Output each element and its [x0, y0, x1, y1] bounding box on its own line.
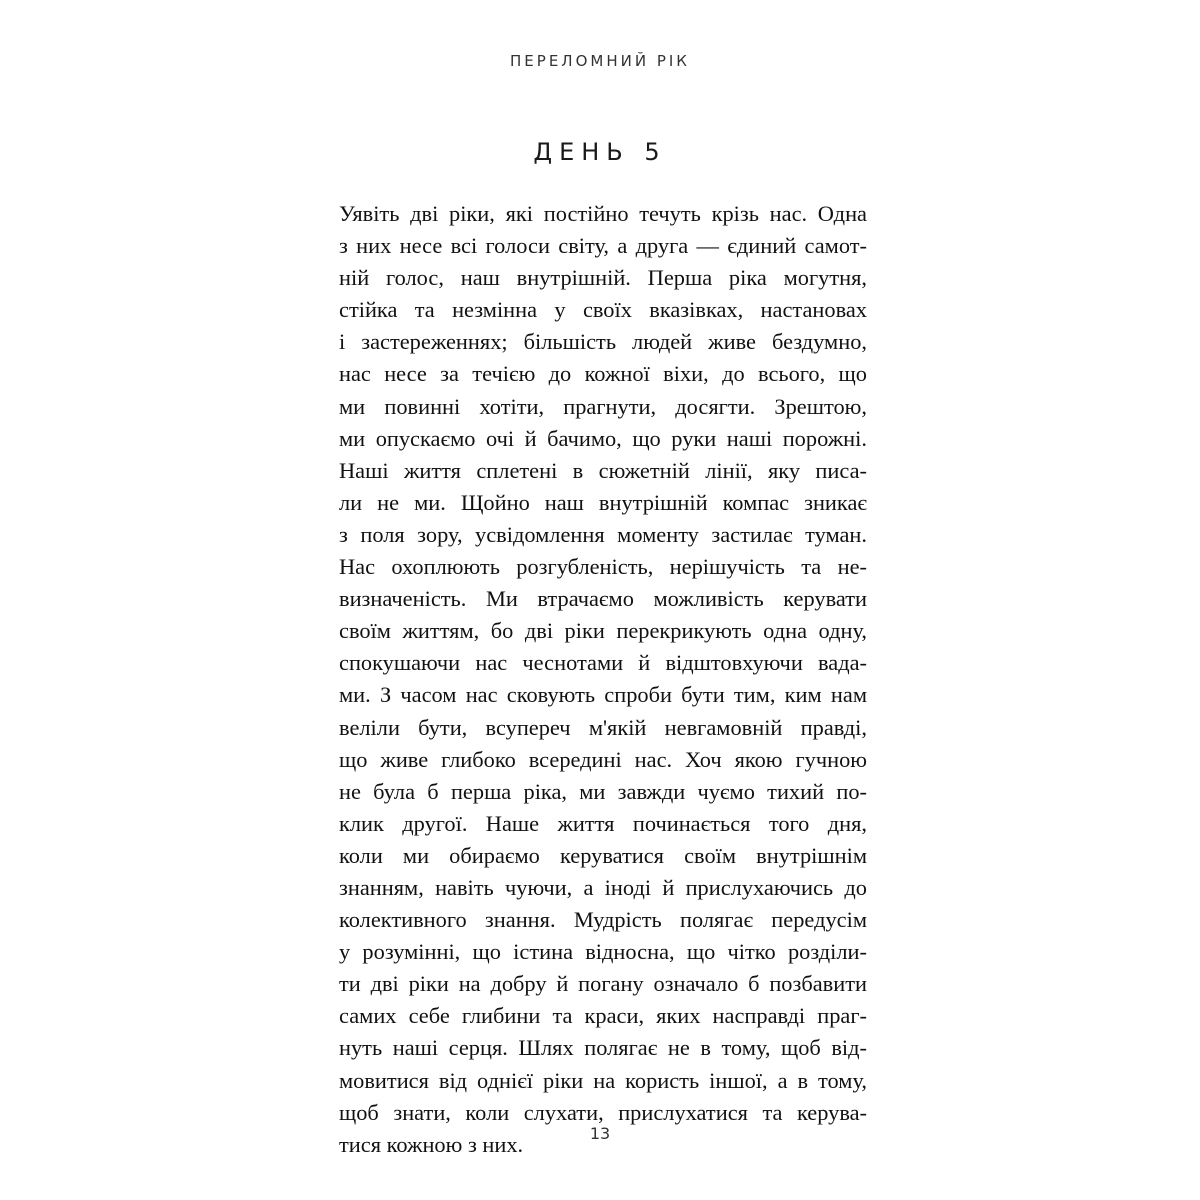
body-line: Нас охоплюють розгубленість, нерішучість та не-	[339, 554, 867, 580]
body-line: щоб знати, коли слухати, прислухатися та керува-	[339, 1099, 867, 1125]
body-line: Уявіть дві ріки, які постійно течуть крізь нас. Одна	[339, 201, 867, 226]
body-line: визначеність. Ми втрачаємо можливість керувати	[339, 586, 867, 612]
body-line: і застереженнях; більшість людей живе бездумно,	[339, 329, 867, 355]
body-line: Наші життя сплетені в сюжетній лінії, яку писа-	[339, 457, 867, 483]
body-line: стійка та незмінна у своїх вказівках, настановах	[339, 297, 867, 323]
body-line: ми повинні хотіти, прагнути, досягти. Зрештою,	[339, 393, 867, 419]
body-line: мовитися від однієї ріки на користь іншої, а в тому,	[339, 1067, 867, 1093]
body-line: коли ми обираємо керуватися своїм внутрішнім	[339, 842, 867, 868]
body-line: що живе глибоко всередині нас. Хоч якою гучною	[339, 746, 867, 772]
body-line: своїм життям, бо дві ріки перекрикують одна одну,	[339, 618, 867, 644]
body-line: у розумінні, що істина відносна, що чітко розділи-	[339, 939, 867, 965]
body-line: колективного знання. Мудрість полягає передусім	[339, 907, 867, 933]
body-line: ми опускаємо очі й бачимо, що руки наші порожні.	[339, 425, 867, 451]
body-line: самих себе глибини та краси, яких насправді праг-	[339, 1003, 867, 1029]
body-line: тися кожною з них.	[339, 1131, 524, 1157]
body-line: спокушаючи нас чеснотами й відштовхуючи вада-	[339, 650, 867, 676]
body-line: з них несе всі голоси світу, а друга — єдиний самот-	[339, 233, 867, 259]
body-line: знанням, навіть чуючи, а іноді й прислухаючись до	[339, 874, 867, 900]
body-line: ми. З часом нас сковують спроби бути тим, ким нам	[339, 682, 867, 708]
body-line: веліли бути, всупереч м'якій невгамовній правді,	[339, 714, 867, 740]
body-line: з поля зору, усвідомлення моменту застилає туман.	[339, 521, 867, 547]
body-text	[339, 198, 867, 1161]
body-line: нас несе за течією до кожної віхи, до всього, що	[339, 361, 867, 387]
body-line: ли не ми. Щойно наш внутрішній компас зникає	[339, 489, 867, 515]
body-line: не була б перша ріка, ми завжди чуємо тихий по-	[339, 778, 867, 804]
body-line: клик другої. Наше життя починається того дня,	[339, 810, 867, 836]
body-line: нуть наші серця. Шлях полягає не в тому, щоб від-	[339, 1035, 867, 1061]
running-header: ПЕРЕЛОМНИЙ РІК	[510, 52, 690, 70]
page-number: 13	[589, 1124, 611, 1143]
body-line: ній голос, наш внутрішній. Перша ріка могутня,	[339, 265, 867, 291]
body-line: ти дві ріки на добру й погану означало б позбавити	[339, 971, 867, 997]
chapter-title: ДЕНЬ 5	[533, 138, 667, 166]
